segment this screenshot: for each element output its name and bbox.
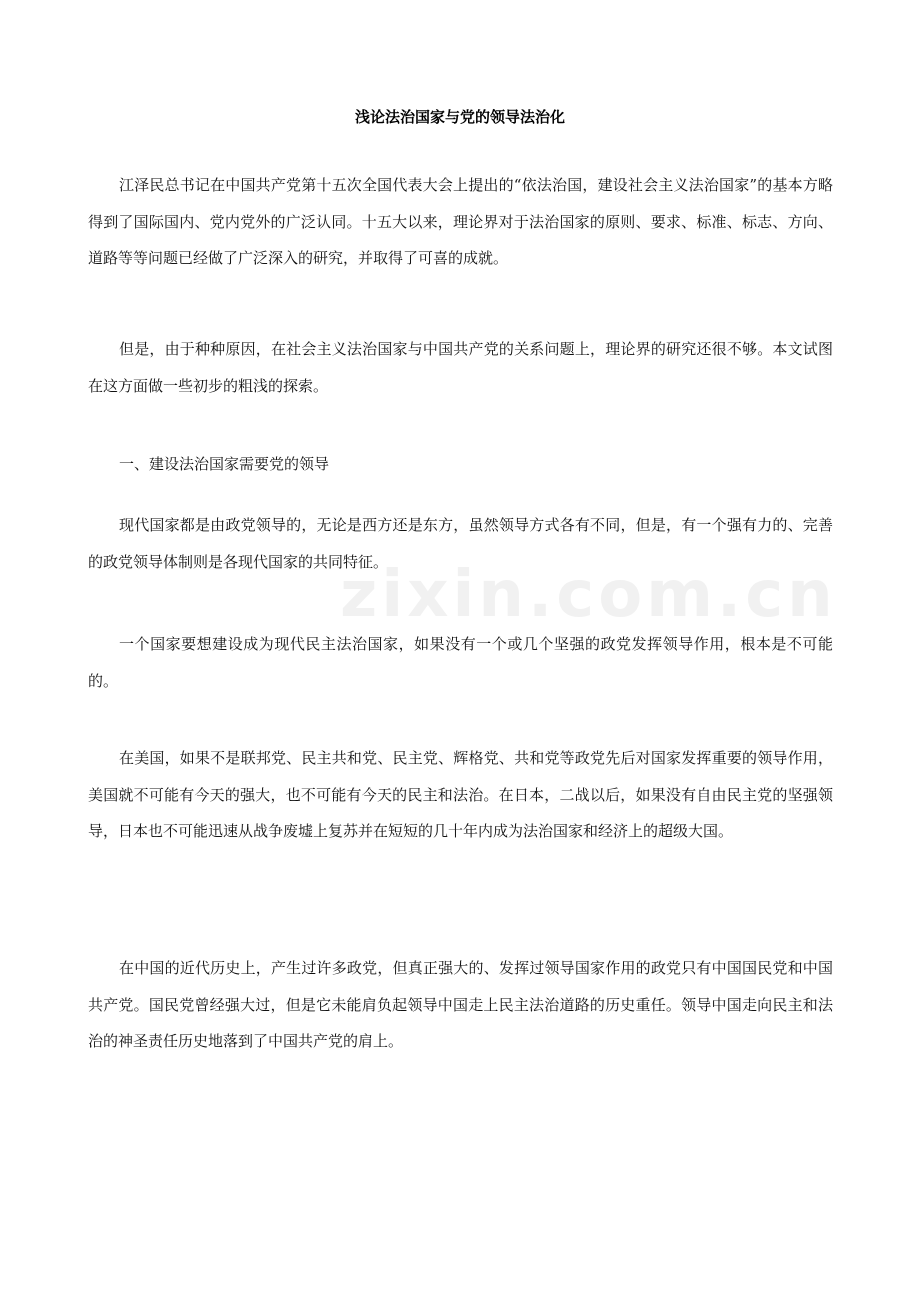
watermark: zixin.com.cn [340,558,837,632]
paragraph-research-gap: 但是，由于种种原因，在社会主义法治国家与中国共产党的关系问题上，理论界的研究还很不够。本文试图在这方面做一些初步的粗浅的探索。 [88,340,833,395]
document-title: 浅论法治国家与党的领导法治化 [354,108,565,126]
paragraph-intro: 江泽民总书记在中国共产党第十五次全国代表大会上提出的“依法治国，建设社会主义法治国家”的基本方略得到了国际国内、党内党外的广泛认同。十五大以来，理论界对于法治国家的原则、要求、标准、标志、方向、道路等等问题已经做了广泛深入的研究，并取得了可喜的成就。 [88,176,833,267]
section-heading-1: 一、建设法治国家需要党的领导 [119,455,330,473]
paragraph-us-japan: 在美国，如果不是联邦党、民主共和党、民主党、辉格党、共和党等政党先后对国家发挥重要的领导作用，美国就不可能有今天的强大，也不可能有今天的民主和法治。在日本，二战以后，如果没有自由民主党的坚强领导，日本也不可能迅速从战争废墟上复苏并在短短的几十年内成为法治国家和经济上的超级大国。 [88,749,833,840]
paragraph-china-history: 在中国的近代历史上，产生过许多政党，但真正强大的、发挥过领导国家作用的政党只有中国国民党和中国共产党。国民党曾经强大过，但是它未能肩负起领导中国走上民主法治道路的历史重任。领导中国走向民主和法治的神圣责任历史地落到了中国共产党的肩上。 [88,959,833,1050]
paragraph-modern-states: 现代国家都是由政党领导的，无论是西方还是东方，虽然领导方式各有不同，但是，有一个强有力的、完善的政党领导体制则是各现代国家的共同特征。 [88,516,833,571]
paragraph-party-necessity: 一个国家要想建设成为现代民主法治国家，如果没有一个或几个坚强的政党发挥领导作用，根本是不可能的。 [88,635,833,690]
